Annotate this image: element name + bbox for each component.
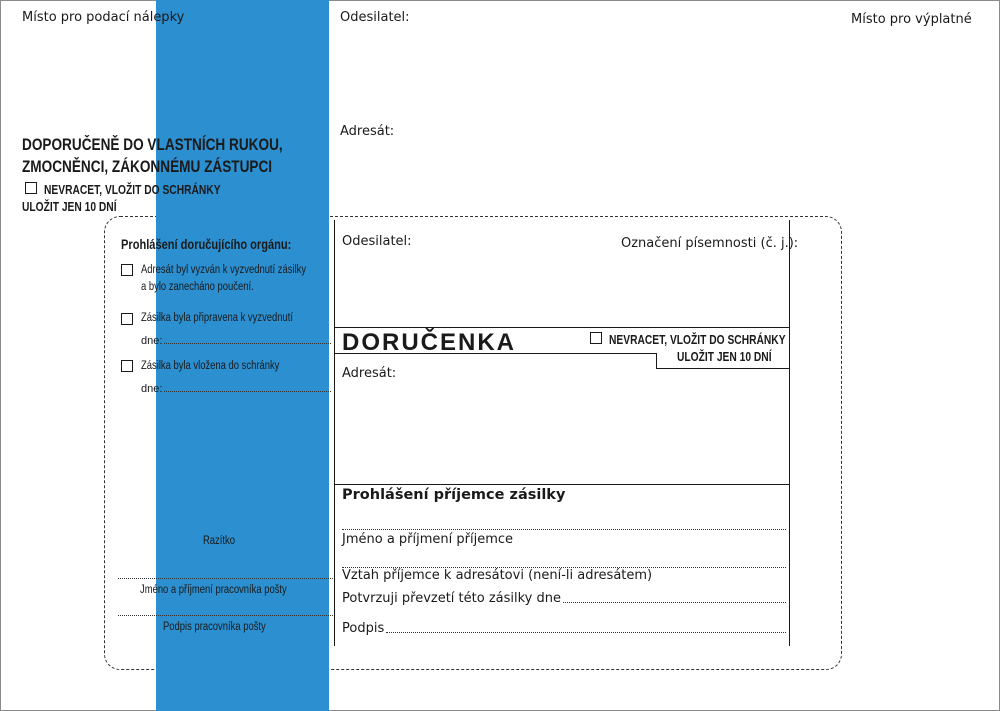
receipt-title: DORUČENKA — [342, 329, 516, 356]
worker-name-label: Jméno a příjmení pracovníka pošty — [140, 584, 287, 596]
delivery-notice-line2: ZMOCNĚNCI, ZÁKONNÉMU ZÁSTUPCI — [22, 157, 273, 176]
receipt-doc-ref-label: Označení písemnosti (č. j.): — [621, 236, 799, 251]
receipt-left-border — [334, 220, 335, 646]
receipt-badge-step — [656, 353, 657, 368]
blue-stripe — [156, 0, 329, 711]
organ-option3-label: Zásilka byla vložena do schránky — [141, 360, 280, 372]
organ-date-field[interactable] — [164, 343, 331, 344]
receipt-title-top-line — [334, 327, 790, 328]
postage-place-label: Místo pro výplatné — [851, 12, 972, 27]
signature-field[interactable] — [386, 632, 786, 633]
organ-date-label: dne: — [141, 335, 163, 347]
receipt-keep-days-label: ULOŽIT JEN 10 DNÍ — [677, 350, 772, 364]
recipient-name-field[interactable] — [342, 529, 786, 530]
organ-option1-line2: a bylo zanecháno poučení. — [141, 281, 254, 293]
stamp-place-label: Místo pro podací nálepky — [22, 10, 185, 25]
confirm-date-field[interactable] — [563, 602, 786, 603]
recipient-section-top-line — [334, 484, 790, 485]
stamp-label: Razítko — [203, 535, 235, 547]
organ-option2-label: Zásilka byla připravena k vyzvednutí — [141, 312, 294, 324]
organ-date-label-2: dne: — [141, 383, 163, 395]
receipt-sender-label: Odesilatel: — [342, 234, 412, 249]
keep-days-label: ULOŽIT JEN 10 DNÍ — [22, 200, 117, 214]
organ-option1-line1: Adresát byl vyzván k vyzvednutí zásilky — [141, 264, 307, 276]
receipt-no-return-label: NEVRACET, VLOŽIT DO SCHRÁNKY — [609, 333, 786, 347]
organ-option2-checkbox[interactable] — [121, 313, 133, 325]
no-return-checkbox[interactable] — [25, 182, 37, 194]
worker-name-line[interactable] — [118, 578, 333, 579]
sender-label: Odesilatel: — [340, 10, 410, 25]
receipt-no-return-checkbox[interactable] — [590, 332, 602, 344]
delivery-notice-line1: DOPORUČENĚ DO VLASTNÍCH RUKOU, — [22, 135, 283, 154]
organ-heading: Prohlášení doručujícího orgánu: — [121, 237, 292, 252]
recipient-name-label: Jméno a příjmení příjemce — [342, 532, 514, 547]
addressee-label: Adresát: — [340, 124, 395, 139]
worker-sign-label: Podpis pracovníka pošty — [163, 621, 266, 633]
receipt-addressee-label: Adresát: — [342, 366, 397, 381]
worker-sign-line[interactable] — [118, 615, 333, 616]
no-return-label: NEVRACET, VLOŽIT DO SCHRÁNKY — [44, 183, 221, 197]
recipient-heading: Prohlášení příjemce zásilky — [342, 487, 566, 503]
organ-date-field-2[interactable] — [164, 391, 331, 392]
signature-label: Podpis — [342, 621, 385, 636]
organ-option3-checkbox[interactable] — [121, 360, 133, 372]
confirm-label: Potvrzuji převzetí této zásilky dne — [342, 591, 561, 606]
relation-label: Vztah příjemce k adresátovi (není-li adresátem) — [342, 568, 653, 583]
receipt-right-border — [789, 220, 790, 646]
receipt-badge-bottom-line — [656, 368, 790, 369]
receipt-title-bottom-line — [334, 353, 656, 354]
organ-option1-checkbox[interactable] — [121, 264, 133, 276]
